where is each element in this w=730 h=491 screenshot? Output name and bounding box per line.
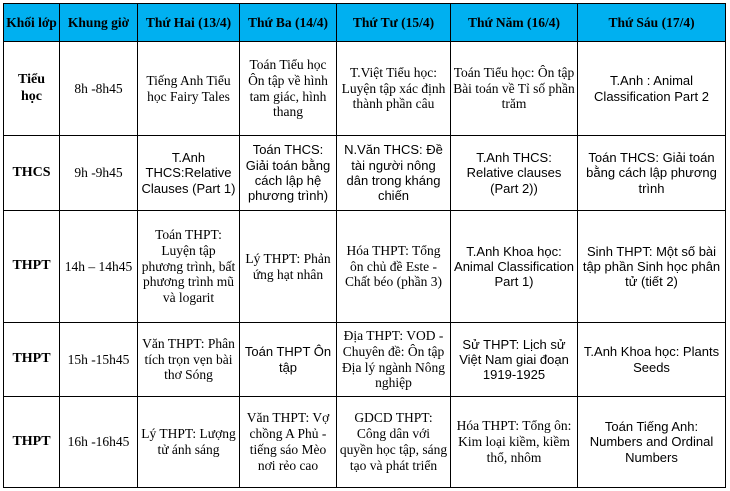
friday-cell: T.Anh Khoa học: Plants Seeds — [578, 323, 726, 397]
time-cell: 9h -9h45 — [60, 136, 138, 211]
tuesday-cell: Lý THPT: Phản ứng hạt nhân — [240, 211, 337, 323]
header-friday: Thứ Sáu (17/4) — [578, 4, 726, 42]
friday-cell: Sinh THPT: Một số bài tập phần Sinh học phân tử (tiết 2) — [578, 211, 726, 323]
wednesday-cell: T.Việt Tiểu học: Luyện tập xác định thành phần câu — [337, 42, 451, 136]
table-row — [4, 397, 726, 488]
friday-cell: T.Anh : Animal Classification Part 2 — [578, 42, 726, 136]
monday-cell: Tiếng Anh Tiểu học Fairy Tales — [138, 42, 240, 136]
wednesday-cell: Hóa THPT: Tổng ôn chủ đề Este -Chất béo (phần 3) — [337, 211, 451, 323]
thursday-cell: Hóa THPT: Tổng ôn: Kim loại kiềm, kiềm thổ, nhôm — [451, 397, 578, 488]
tuesday-cell: Văn THPT: Vợ chồng A Phủ - tiếng sáo Mèo nơi rẻo cao — [240, 397, 337, 488]
monday-cell: Văn THPT: Phân tích trọn vẹn bài thơ Sóng — [138, 323, 240, 397]
thursday-cell: Sử THPT: Lịch sử Việt Nam giai đoạn 1919-1925 — [451, 323, 578, 397]
time-cell: 16h -16h45 — [60, 397, 138, 488]
table-row — [4, 136, 726, 211]
table-row — [4, 211, 726, 323]
tuesday-cell: Toán THCS: Giải toán bằng cách lập hệ phương trình) — [240, 136, 337, 211]
level-cell: THCS — [4, 136, 60, 211]
header-monday: Thứ Hai (13/4) — [138, 4, 240, 42]
header-thursday: Thứ Năm (16/4) — [451, 4, 578, 42]
header-row — [4, 4, 726, 42]
thursday-cell: T.Anh Khoa học: Animal Classification Part 1) — [451, 211, 578, 323]
level-cell: THPT — [4, 211, 60, 323]
wednesday-cell: GDCD THPT: Công dân với quyền học tập, sáng tạo và phát triển — [337, 397, 451, 488]
friday-cell: Toán Tiếng Anh: Numbers and Ordinal Numbers — [578, 397, 726, 488]
schedule-table — [3, 3, 726, 488]
thursday-cell: T.Anh THCS: Relative clauses (Part 2)) — [451, 136, 578, 211]
time-cell: 14h – 14h45 — [60, 211, 138, 323]
header-wednesday: Thứ Tư (15/4) — [337, 4, 451, 42]
monday-cell: T.Anh THCS:Relative Clauses (Part 1) — [138, 136, 240, 211]
tuesday-cell: Toán Tiểu học Ôn tập về hình tam giác, hình thang — [240, 42, 337, 136]
table-row — [4, 323, 726, 397]
time-cell: 15h -15h45 — [60, 323, 138, 397]
thursday-cell: Toán Tiểu học: Ôn tập Bài toán về Tỉ số phần trăm — [451, 42, 578, 136]
table-row — [4, 42, 726, 136]
header-level: Khối lớp — [4, 4, 60, 42]
level-cell: THPT — [4, 397, 60, 488]
header-tuesday: Thứ Ba (14/4) — [240, 4, 337, 42]
monday-cell: Toán THPT: Luyện tập phương trình, bất phương trình mũ và logarit — [138, 211, 240, 323]
wednesday-cell: N.Văn THCS: Đề tài người nông dân trong kháng chiến — [337, 136, 451, 211]
time-cell: 8h -8h45 — [60, 42, 138, 136]
header-time: Khung giờ — [60, 4, 138, 42]
level-cell: Tiểu học — [4, 42, 60, 136]
wednesday-cell: Địa THPT: VOD - Chuyên đề: Ôn tập Địa lý ngành Nông nghiệp — [337, 323, 451, 397]
tuesday-cell: Toán THPT Ôn tập — [240, 323, 337, 397]
friday-cell: Toán THCS: Giải toán bằng cách lập phương trình — [578, 136, 726, 211]
monday-cell: Lý THPT: Lượng tử ánh sáng — [138, 397, 240, 488]
level-cell: THPT — [4, 323, 60, 397]
